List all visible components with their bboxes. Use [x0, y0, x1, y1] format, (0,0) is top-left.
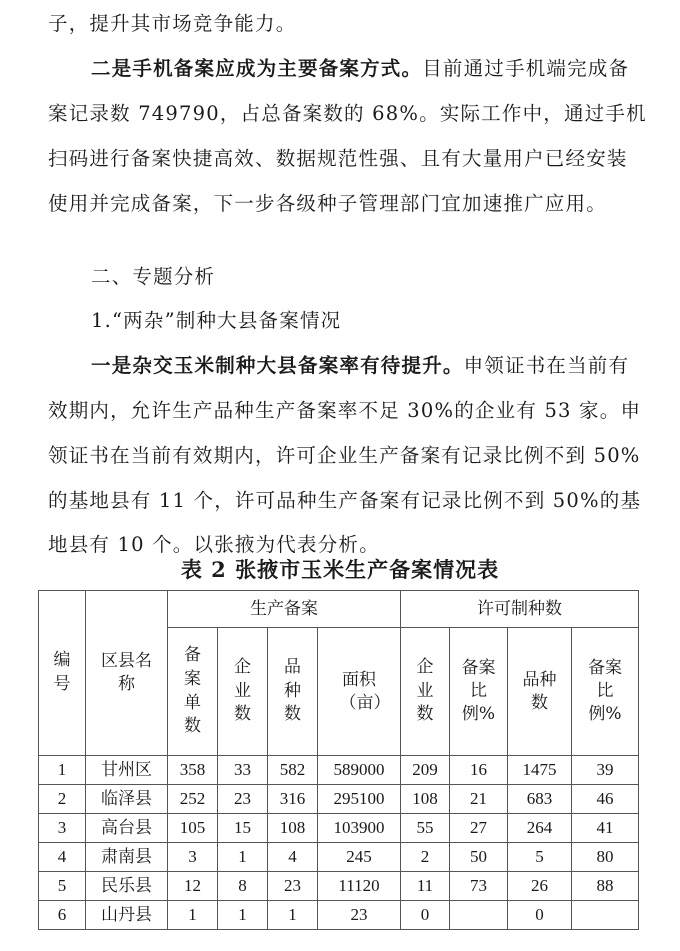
county-cell: 肃南县: [86, 843, 168, 872]
table-cell: 3: [168, 843, 218, 872]
table-cell: 46: [572, 785, 639, 814]
header-id: 编号: [39, 591, 86, 756]
table-cell: 1: [218, 843, 268, 872]
bold-lead: 一是杂交玉米制种大县备案率有待提升。: [91, 354, 464, 377]
table-cell: 15: [218, 814, 268, 843]
paragraph-line: 案记录数 749790，占总备案数的 68%。实际工作中，通过手机: [48, 102, 647, 125]
table-cell: 23: [268, 872, 318, 901]
table-cell: 21: [450, 785, 508, 814]
table-row: [39, 785, 639, 814]
paragraph-line: 的基地县有 11 个，许可品种生产备案有记录比例不到 50%的基: [48, 489, 642, 512]
table-cell: 103900: [318, 814, 401, 843]
header-production: 生产备案: [168, 591, 401, 628]
header-license: 许可制种数: [401, 591, 639, 628]
table-cell: 1: [268, 901, 318, 930]
table-cell: 5: [508, 843, 572, 872]
table-cell: 3: [39, 814, 86, 843]
table-cell: 8: [218, 872, 268, 901]
subheader: 备案单数: [168, 628, 218, 756]
table-cell: 108: [268, 814, 318, 843]
table-cell: 2: [39, 785, 86, 814]
subsection-heading: 1.“两杂”制种大县备案情况: [91, 309, 342, 332]
table-cell: 683: [508, 785, 572, 814]
table-cell: 108: [401, 785, 450, 814]
table-cell: 11: [401, 872, 450, 901]
table-cell: 295100: [318, 785, 401, 814]
county-cell: 甘州区: [86, 756, 168, 785]
section-heading: 二、专题分析: [91, 265, 216, 288]
table-cell: 33: [218, 756, 268, 785]
table-cell: 252: [168, 785, 218, 814]
paragraph-line: [91, 53, 629, 81]
county-cell: 高台县: [86, 814, 168, 843]
table-cell: 23: [318, 901, 401, 930]
table-cell: 358: [168, 756, 218, 785]
subheader: 备案比例%: [572, 628, 639, 756]
paragraph-line: 领证书在当前有效期内，许可企业生产备案有记录比例不到 50%: [48, 444, 641, 467]
table-cell: 1: [39, 756, 86, 785]
paragraph-line: 效期内，允许生产品种生产备案率不足 30%的企业有 53 家。申: [48, 399, 642, 422]
table-cell: 0: [508, 901, 572, 930]
subheader: 备案比例%: [450, 628, 508, 756]
table-cell: 27: [450, 814, 508, 843]
table-cell: 4: [39, 843, 86, 872]
table-cell: 1: [218, 901, 268, 930]
text: 目前通过手机端完成备: [422, 57, 630, 80]
paragraph-line: [91, 350, 629, 378]
paragraph-line: 扫码进行备案快捷高效、数据规范性强、且有大量用户已经安装: [48, 147, 628, 170]
table-cell: 589000: [318, 756, 401, 785]
table-caption: 表 2 张掖市玉米生产备案情况表: [180, 557, 500, 582]
table-row: [39, 872, 639, 901]
subheader: 品种数: [508, 628, 572, 756]
paragraph-line: 子，提升其市场竞争能力。: [48, 12, 297, 35]
table-row: [39, 901, 639, 930]
table-cell: 316: [268, 785, 318, 814]
table-cell: 1: [168, 901, 218, 930]
table-cell: 0: [401, 901, 450, 930]
table-cell: [572, 901, 639, 930]
table-cell: 55: [401, 814, 450, 843]
subheader: 企业数: [218, 628, 268, 756]
table-cell: 1475: [508, 756, 572, 785]
bold-lead: 二是手机备案应成为主要备案方式。: [91, 57, 423, 80]
table-cell: 12: [168, 872, 218, 901]
table-row: [39, 756, 639, 785]
table-cell: 6: [39, 901, 86, 930]
paragraph-line: 使用并完成备案，下一步各级种子管理部门宜加速推广应用。: [48, 192, 607, 215]
table-cell: [450, 901, 508, 930]
table-cell: 16: [450, 756, 508, 785]
table-cell: 5: [39, 872, 86, 901]
county-cell: 山丹县: [86, 901, 168, 930]
table-cell: 41: [572, 814, 639, 843]
table-cell: 105: [168, 814, 218, 843]
data-table: [38, 590, 639, 930]
table-cell: 80: [572, 843, 639, 872]
paragraph-line: 地县有 10 个。以张掖为代表分析。: [48, 533, 380, 556]
subheader: 企业数: [401, 628, 450, 756]
table-row: [39, 814, 639, 843]
table-cell: 26: [508, 872, 572, 901]
table-cell: 39: [572, 756, 639, 785]
table-cell: 88: [572, 872, 639, 901]
table-cell: 245: [318, 843, 401, 872]
county-cell: 民乐县: [86, 872, 168, 901]
table-cell: 209: [401, 756, 450, 785]
table-cell: 50: [450, 843, 508, 872]
table-cell: 11120: [318, 872, 401, 901]
county-cell: 临泽县: [86, 785, 168, 814]
table-cell: 4: [268, 843, 318, 872]
subheader: 品种数: [268, 628, 318, 756]
table-cell: 2: [401, 843, 450, 872]
table-cell: 264: [508, 814, 572, 843]
table-cell: 73: [450, 872, 508, 901]
table-cell: 23: [218, 785, 268, 814]
subheader: 面积（亩）: [318, 628, 401, 756]
table-row: [39, 843, 639, 872]
table-cell: 582: [268, 756, 318, 785]
text: 申领证书在当前有: [463, 354, 630, 377]
header-county: 区县名称: [86, 591, 168, 756]
